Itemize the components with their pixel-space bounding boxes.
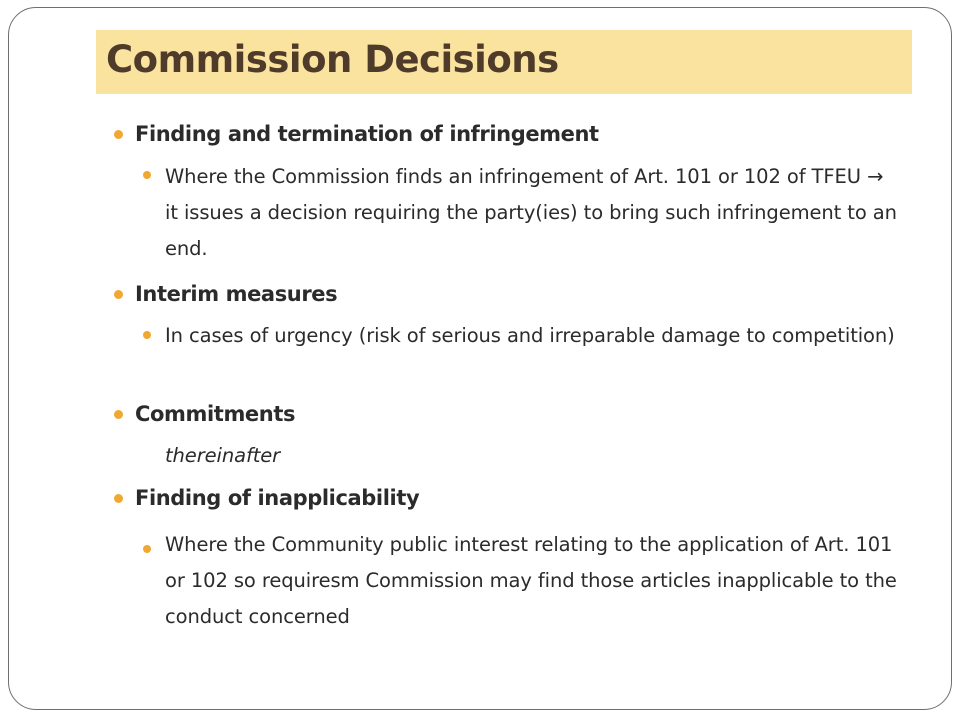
bullet-icon (114, 290, 123, 299)
section-heading-commitments: Commitments (135, 402, 296, 426)
section-body-finding-termination: Where the Commission finds an infringement of Art. 101 or 102 of TFEU → it issues a decision requiring the party(ies) to bring such infringement to an end. (165, 165, 897, 260)
section-heading-inapplicability: Finding of inapplicability (135, 486, 420, 510)
bullet-icon (143, 171, 151, 179)
bullet-icon (143, 331, 151, 339)
bullet-icon (114, 130, 123, 139)
bullet-icon (114, 494, 123, 503)
slide-title: Commission Decisions (106, 38, 559, 81)
bullet-icon (143, 545, 151, 553)
bullet-icon (114, 410, 123, 419)
section-body-inapplicability: Where the Community public interest relating to the application of Art. 101 or 102 so requiresm Commission may find those articles inapplicable to the conduct concerned (165, 533, 897, 628)
section-heading-interim-measures: Interim measures (135, 282, 338, 306)
section-body-commitments: thereinafter (165, 444, 281, 467)
section-body-interim-measures: In cases of urgency (risk of serious and irreparable damage to competition) (165, 324, 895, 347)
section-heading-finding-termination: Finding and termination of infringement (135, 122, 599, 146)
